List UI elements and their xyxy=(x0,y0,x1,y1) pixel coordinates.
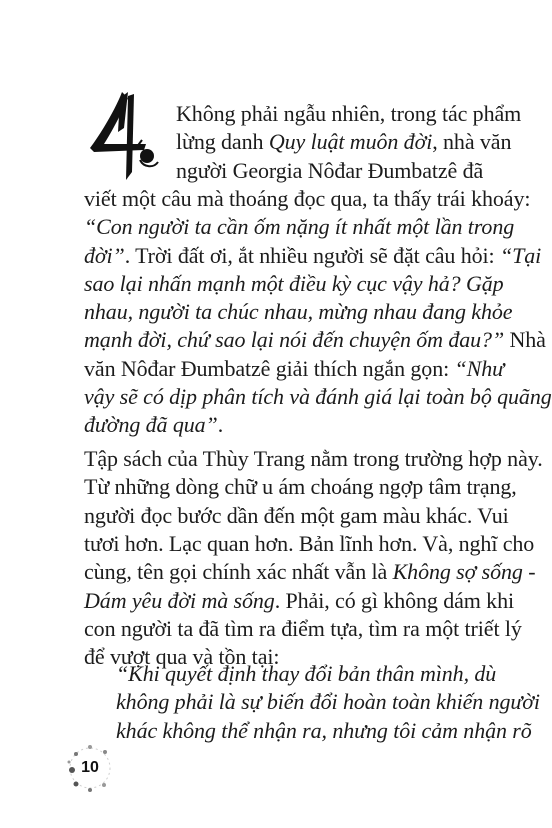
text-run: Tập sách của Thùy Trang nằm trong trường hợp này. xyxy=(84,446,543,471)
italic-text: mạnh đời, chứ sao lại nói đến chuyện ốm đau?” xyxy=(84,327,505,353)
paragraph1-line xyxy=(84,213,515,241)
text-run: . Trời đất ơi, ắt nhiều người sẽ đặt câu hỏi: xyxy=(124,242,500,268)
paragraph2-line xyxy=(84,587,514,615)
text-run: văn Nôđar Đumbatzê giải thích ngắn gọn: xyxy=(84,355,455,381)
italic-text: Dám yêu đời mà sống xyxy=(84,587,275,613)
text-run: , nhà văn xyxy=(432,129,512,155)
paragraph2-line xyxy=(84,615,522,643)
paragraph1-line xyxy=(84,242,542,270)
paragraph1-line xyxy=(84,270,504,298)
quote-line xyxy=(116,688,540,716)
paragraph1-line xyxy=(84,383,552,411)
text-run: . Phải, có gì không dám khi xyxy=(274,587,514,613)
text-run: lừng danh xyxy=(176,129,269,155)
paragraph1-line xyxy=(176,128,512,156)
paragraph1-line xyxy=(176,157,482,185)
text-run: Không phải ngẫu nhiên, trong tác phẩm xyxy=(176,101,522,126)
paragraph1-line xyxy=(84,355,505,383)
paragraph1-line xyxy=(176,100,522,128)
italic-text: Không sợ sống - xyxy=(392,559,536,585)
paragraph2-line xyxy=(84,445,543,473)
italic-text: vậy sẽ có dịp phân tích và đánh giá lại toàn bộ quãng xyxy=(84,384,552,409)
paragraph1-line xyxy=(84,411,482,439)
text-run: . xyxy=(217,412,224,438)
paragraph1-line xyxy=(84,298,513,326)
italic-text: “Con người ta cần ốm nặng ít nhất một lần trong xyxy=(84,214,515,240)
italic-text: khác không thể nhận ra, nhưng tôi cảm nhận rõ xyxy=(116,717,532,743)
paragraph2-line xyxy=(84,558,536,586)
text-run: người đọc bước dần đến một gam màu khác. Vui xyxy=(84,502,509,528)
paragraph2-line xyxy=(84,473,517,501)
quote-line xyxy=(116,717,532,745)
paragraph1-line xyxy=(84,185,531,213)
text-run: con người ta đã tìm ra điểm tựa, tìm ra một triết lý xyxy=(84,615,522,641)
text-run: để vượt qua và tồn tại: xyxy=(84,644,280,670)
page-number: 10 xyxy=(81,759,99,776)
text-run: Nhà xyxy=(504,327,546,353)
italic-text: “Như xyxy=(454,355,505,381)
page-number-ornament xyxy=(60,738,120,798)
italic-text: nhau, người ta chúc nhau, mừng nhau đang khỏe xyxy=(84,299,513,325)
italic-text: “Tại xyxy=(499,242,542,268)
italic-text: “Khi quyết định thay đổi bản thân mình, dù xyxy=(116,661,497,686)
chapter-number-dropcap xyxy=(84,88,174,188)
quote-line xyxy=(116,660,497,688)
paragraph2-line xyxy=(84,502,509,530)
italic-text: sao lại nhấn mạnh một điều kỳ cục vậy hả? Gặp xyxy=(84,270,504,296)
italic-text: đường đã qua” xyxy=(84,412,218,438)
text-run: người Georgia Nôđar Đumbatzê đã xyxy=(176,157,484,183)
text-run: Từ những dòng chữ u ám choáng ngợp tâm trạng, xyxy=(84,474,517,500)
italic-text: Quy luật muôn đời xyxy=(268,129,433,155)
text-run: viết một câu mà thoáng đọc qua, ta thấy trái khoáy: xyxy=(84,185,531,211)
text-run: cùng, tên gọi chính xác nhất vẫn là xyxy=(84,559,393,585)
paragraph2-line xyxy=(84,530,535,558)
italic-text: không phải là sự biến đổi hoàn toàn khiến người xyxy=(116,689,540,715)
text-run: tươi hơn. Lạc quan hơn. Bản lĩnh hơn. Và, nghĩ cho xyxy=(84,530,535,556)
italic-text: đời” xyxy=(84,242,125,268)
paragraph1-line xyxy=(84,326,546,354)
